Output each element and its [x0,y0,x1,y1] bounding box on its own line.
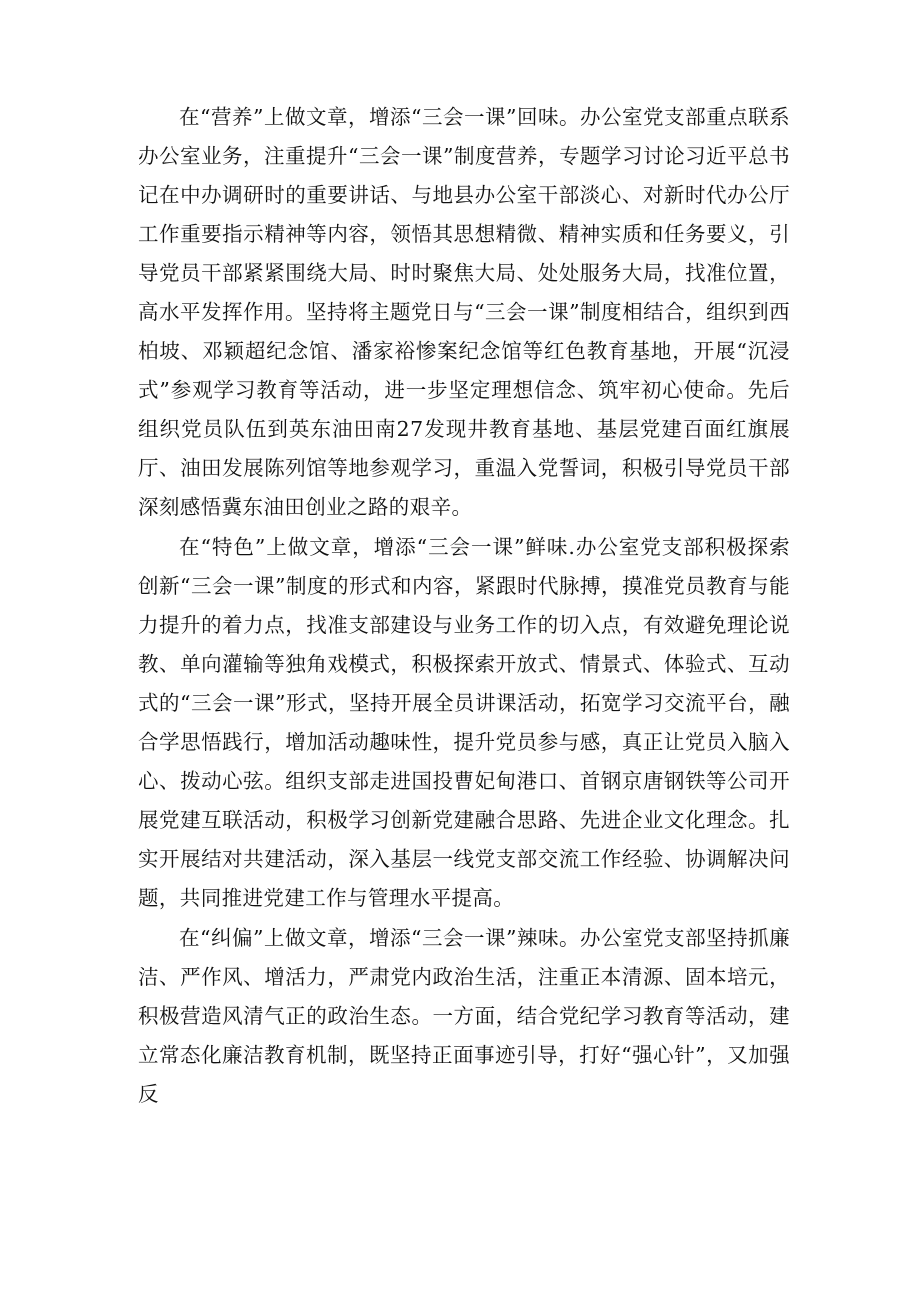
paragraph-characteristics: 在“特色”上做文章，增添“三会一课”鲜味.办公室党支部积极探索创新“三会一课”制度的形式和内容，紧跟时代脉搏，摸准党员教育与能力提升的着力点，找准支部建设与业务工作的切入点，有效避免理论说教、单向灌输等独角戏模式，积极探索开放式、情景式、体验式、互动式的“三会一课”形式，坚持开展全员讲课活动，拓宽学习交流平台，融合学思悟践行，增加活动趣味性，提升党员参与感，真正让党员入脑入心、拨动心弦。组织支部走进国投曹妃甸港口、首钢京唐钢铁等公司开展党建互联活动，积极学习创新党建融合思路、先进企业文化理念。扎实开展结对共建活动，深入基层一线党支部交流工作经验、协调解决问题，共同推进党建工作与管理水平提高。 [138,535,790,910]
paragraph-correction: 在“纠偏”上做文章，增添“三会一课”辣味。办公室党支部坚持抓廉洁、严作风、增活力，严肃党内政治生活，注重正本清源、固本培元，积极营造风清气正的政治生态。一方面，结合党纪学习教育等活动，建立常态化廉洁教育机制，既坚持正面事迹引导，打好“强心针”，又加强反 [138,926,790,1106]
document-body [138,98,790,1114]
paragraph-nutrition: 在“营养”上做文章，增添“三会一课”回味。办公室党支部重点联系办公室业务，注重提升“三会一课”制度营养，专题学习讨论习近平总书记在中办调研时的重要讲话、与地县办公室干部淡心、对新时代办公厅工作重要指示精神等内容，领悟其思想精微、精神实质和任务要义，引导党员干部紧紧围绕大局、时时聚焦大局、处处服务大局，找准位置，高水平发挥作用。坚持将主题党日与“三会一课”制度相结合，组织到西柏坡、邓颖超纪念馆、潘家裕惨案纪念馆等红色教育基地，开展“沉浸式”参观学习教育等活动，进一步坚定理想信念、筑牢初心使命。先后组织党员队伍到英东油田南27发现井教育基地、基层党建百面红旗展厅、油田发展陈列馆等地参观学习，重温入党誓词，积极引导党员干部深刻感悟冀东油田创业之路的艰辛。 [138,105,790,519]
